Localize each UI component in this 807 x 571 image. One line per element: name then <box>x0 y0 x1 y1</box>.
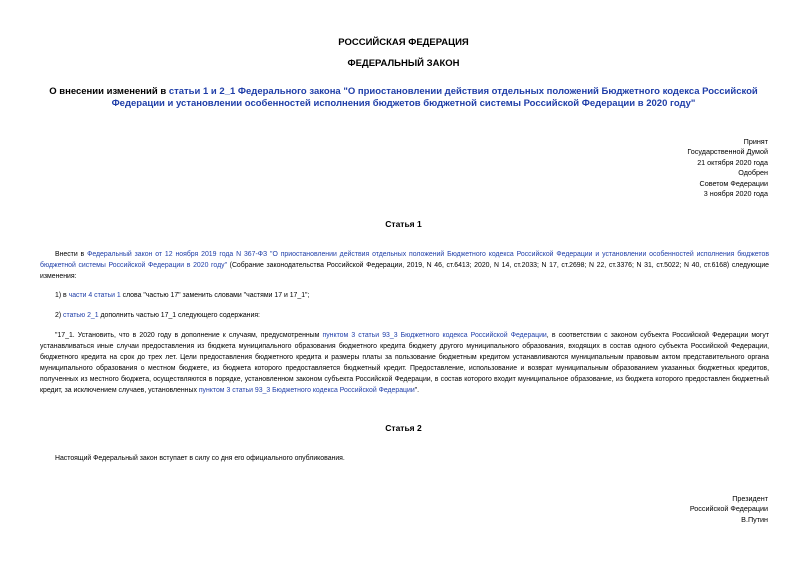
budget-code-link[interactable]: пунктом 3 статьи 93_3 Бюджетного кодекса Российской Федерации <box>322 332 547 339</box>
text: слова "частью 17" заменить словами "частями 17 и 17_1"; <box>120 292 310 299</box>
country-heading: РОССИЙСКАЯ ФЕДЕРАЦИЯ <box>338 37 469 48</box>
article-1-paragraph <box>40 249 769 282</box>
text: 2) <box>55 312 64 319</box>
law-title <box>40 86 767 110</box>
law-367-link[interactable]: Федеральный закон от 12 ноября 2019 года N 367-ФЗ "О приостановлении действия отдельных положений Бюджетного кодекса Российской Федерации и установлении особенностей исполнения бюджетов бюджетной системы Российской Федерации в 2020 году" <box>40 251 769 269</box>
adoption-line: 3 ноября 2020 года <box>703 189 768 199</box>
text: , в соответствии с законом субъекта Российской Федерации могут устанавливаться иные случаи предоставления из бюджета муниципального образования бюджетного кредита бюджету другого муниципального образования, входящих в состав одного субъекта Российской Федерации, бюджетного кредита на срок до трех лет. Цели предоставления бюджетного кредита и размеры платы за пользование бюджетным кредитом устанавливаются муниципальным правовым актом представительного органа муниципального образования о местном бюджете, из бюджета которого предоставляется бюджетный кредит. Предоставление, использование и возврат муниципальным образованием указанных бюджетных кредитов, полученных из местного бюджета, осуществляются в порядке, установленном законом субъекта Российской Федерации, в состав которого входит муниципальное образование, из бюджета которого предоставлен бюджетный кредит, за исключением случаев, установленных <box>40 332 770 394</box>
title-prefix: О внесении изменений в <box>49 86 169 97</box>
adoption-block <box>568 137 768 199</box>
doc-type-heading: ФЕДЕРАЛЬНЫЙ ЗАКОН <box>347 58 460 69</box>
adoption-line: Государственной Думой <box>687 147 768 157</box>
signature-block <box>568 494 768 525</box>
text: ". <box>414 387 420 394</box>
signature-line: Российской Федерации <box>689 504 768 514</box>
article-2-paragraph: Настоящий Федеральный закон вступает в силу со дня его официального опубликования. <box>55 455 345 462</box>
text: 1) в <box>55 292 69 299</box>
title-link[interactable]: статьи 1 и 2_1 Федерального закона "О приостановлении действия отдельных положений Бюджетного кодекса Российской Федерации и установлении особенностей исполнения бюджетов бюджетной системы Российской Федерации в 2020 году" <box>111 86 758 109</box>
article-1-quote <box>40 330 769 396</box>
adoption-line: Одобрен <box>738 168 768 178</box>
article-2-1-link[interactable]: статью 2_1 <box>63 312 99 319</box>
adoption-line: 21 октября 2020 года <box>697 157 768 167</box>
text: "17_1. Установить, что в 2020 году в дополнение к случаям, предусмотренным <box>55 332 323 339</box>
adoption-line: Советом Федерации <box>699 178 768 188</box>
article-1-item-1 <box>40 290 769 301</box>
text: дополнить частью 17_1 следующего содержания: <box>98 312 260 319</box>
adoption-line: Принят <box>743 137 768 146</box>
part-4-article-1-link[interactable]: части 4 статьи 1 <box>68 292 121 299</box>
budget-code-link[interactable]: пунктом 3 статьи 93_3 Бюджетного кодекса Российской Федерации <box>198 387 415 394</box>
article-1-heading: Статья 1 <box>385 219 422 229</box>
signature-name: В.Путин <box>741 514 768 524</box>
text: (Собрание законодательства Российской Федерации, 2019, N 46, ст.6413; 2020, N 14, ст.2033; N 17, ст.2698; N 22, ст.3376; N 31, ст.5022; N 40, ст.6168) следующие изменения: <box>40 262 769 280</box>
article-2-heading: Статья 2 <box>385 423 422 433</box>
article-1-item-2 <box>40 310 769 321</box>
text: Внести в <box>55 251 88 258</box>
signature-line: Президент <box>732 494 768 503</box>
